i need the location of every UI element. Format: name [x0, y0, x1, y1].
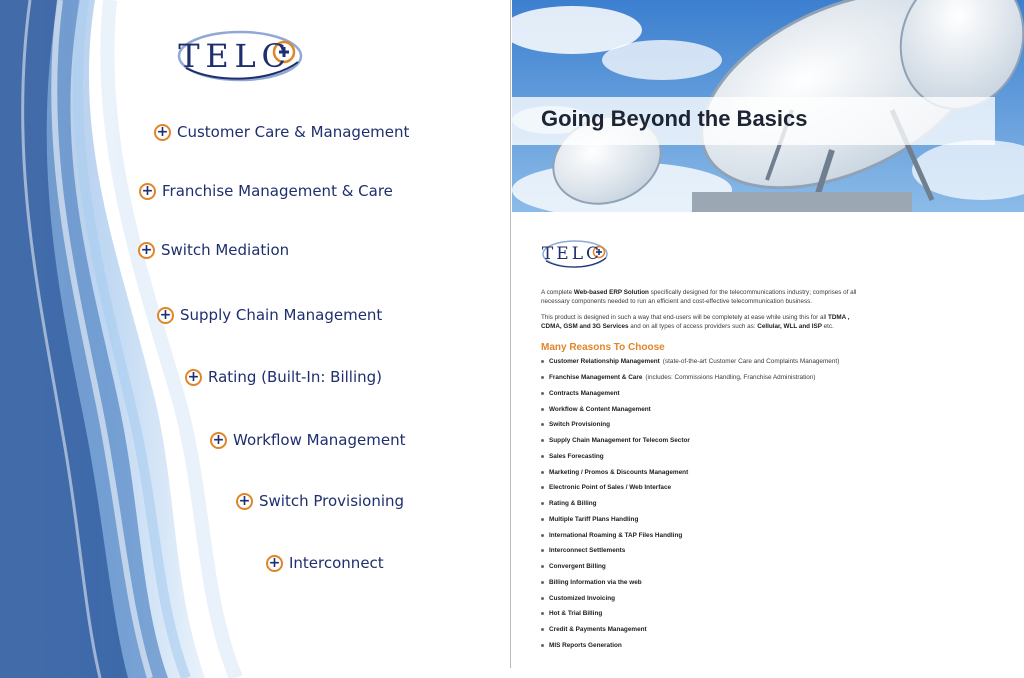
feature-label: Supply Chain Management [180, 306, 383, 324]
page-headline: Going Beyond the Basics [541, 106, 808, 131]
reason-title: Hot & Trial Billing [549, 610, 603, 618]
dot-icon [541, 392, 544, 395]
blue-wave-graphic [0, 0, 506, 678]
feature-label: Interconnect [289, 554, 384, 572]
dot-icon [541, 565, 544, 568]
list-item [541, 370, 871, 386]
logo-text: TELC [178, 37, 292, 75]
dot-icon [541, 439, 544, 442]
plus-circle-icon: + [154, 124, 171, 141]
dot-icon [541, 581, 544, 584]
list-item [541, 449, 871, 465]
list-item [541, 527, 871, 543]
feature-item [139, 182, 393, 200]
list-item [541, 386, 871, 402]
feature-item [236, 492, 404, 510]
intro-paragraph: A complete Web-based ERP Solution specifically designed for the telecommunications industry; comprises of all necessary components needed to run an efficient and cost-effective telecommunication business. [541, 289, 857, 306]
plus-circle-icon: + [266, 555, 283, 572]
dot-icon [541, 644, 544, 647]
reason-title: Convergent Billing [549, 563, 606, 571]
reason-title: International Roaming & TAP Files Handling [549, 531, 683, 539]
dot-icon [541, 549, 544, 552]
logo-text: TELC [541, 244, 603, 264]
list-item [541, 401, 871, 417]
feature-label: Rating (Built-In: Billing) [208, 368, 383, 386]
feature-label: Workflow Management [233, 431, 406, 449]
reason-title: Switch Provisioning [549, 421, 611, 429]
list-item [541, 496, 871, 512]
reason-title: Franchise Management & Care [549, 374, 643, 382]
dot-icon [541, 471, 544, 474]
feature-item [266, 554, 384, 572]
dot-icon [541, 376, 544, 379]
plus-circle-icon: + [139, 183, 156, 200]
feature-item [154, 123, 409, 141]
dot-icon [541, 534, 544, 537]
list-item [541, 543, 871, 559]
reason-title: Billing Information via the web [549, 578, 642, 586]
dot-icon [541, 612, 544, 615]
reason-title: Marketing / Promos & Discounts Management [549, 468, 689, 476]
list-item [541, 464, 871, 480]
dot-icon [541, 597, 544, 600]
plus-circle-icon: + [185, 369, 202, 386]
dot-icon [541, 360, 544, 363]
reason-title: Sales Forecasting [549, 452, 604, 460]
dot-icon [541, 502, 544, 505]
reason-title: Workflow & Content Management [549, 405, 651, 413]
reason-title: Contracts Management [549, 389, 620, 397]
dot-icon [541, 455, 544, 458]
reason-title: Customized Invoicing [549, 594, 616, 602]
plus-circle-icon: + [210, 432, 227, 449]
reason-title: Interconnect Settlements [549, 547, 626, 555]
feature-label: Customer Care & Management [177, 123, 410, 141]
feature-item [138, 241, 289, 259]
reason-note: (includes: Commissions Handling, Franchise Administration) [645, 374, 816, 382]
plus-circle-icon: + [138, 242, 155, 259]
dot-icon [541, 423, 544, 426]
list-item [541, 433, 871, 449]
feature-item [157, 306, 382, 324]
list-item [541, 638, 871, 654]
dot-icon [541, 628, 544, 631]
list-item [541, 354, 871, 370]
reason-title: Credit & Payments Management [549, 626, 647, 634]
list-item [541, 606, 871, 622]
list-item [541, 590, 871, 606]
reason-title: Supply Chain Management for Telecom Sector [549, 437, 690, 445]
reason-title: Multiple Tariff Plans Handling [549, 515, 639, 523]
list-item [541, 559, 871, 575]
feature-item [185, 368, 382, 386]
feature-item [210, 431, 405, 449]
feature-label: Switch Provisioning [259, 492, 405, 510]
list-item [541, 575, 871, 591]
reasons-list [541, 354, 871, 653]
list-item [541, 512, 871, 528]
reason-title: Rating & Billing [549, 500, 597, 508]
feature-label: Franchise Management & Care [162, 182, 393, 200]
telco-logo-small [541, 238, 609, 270]
reason-note: (state-of-the-art Customer Care and Complaints Management) [662, 358, 840, 366]
reason-title: Customer Relationship Management [549, 358, 660, 366]
page-divider [510, 0, 511, 668]
reason-title: MIS Reports Generation [549, 641, 622, 649]
reasons-heading: Many Reasons To Choose [541, 342, 665, 353]
dot-icon [541, 486, 544, 489]
plus-circle-icon: + [236, 493, 253, 510]
left-page [0, 0, 506, 678]
telco-logo [176, 28, 304, 84]
dot-icon [541, 408, 544, 411]
intro-paragraph: This product is designed in such a way that end-users will be completely at ease while using this for all TDMA , CDMA, GSM and 3G Services and on all types of access providers such as: Cellular, WLL and ISP etc. [541, 314, 850, 331]
list-item [541, 417, 871, 433]
feature-label: Switch Mediation [161, 241, 290, 259]
dot-icon [541, 518, 544, 521]
list-item [541, 480, 871, 496]
list-item [541, 622, 871, 638]
plus-circle-icon: + [157, 307, 174, 324]
reason-title: Electronic Point of Sales / Web Interface [549, 484, 672, 492]
